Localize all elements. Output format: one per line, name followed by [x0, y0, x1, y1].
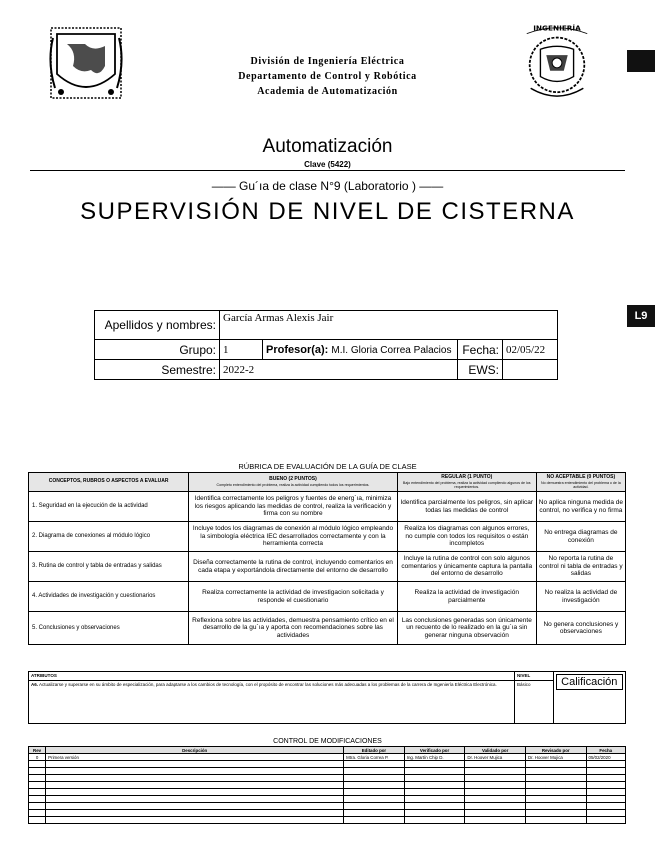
regular-cell[interactable]: Identifica parcialmente los peligros, sin aplicar todas las medidas de control [397, 492, 536, 522]
bad-cell[interactable]: No realiza la actividad de investigación [536, 582, 625, 612]
col-criteria [29, 473, 189, 492]
division-header: División de Ingeniería Eléctrica [250, 56, 405, 67]
ews-label: EWS: [458, 360, 503, 380]
course-code: Clave (5422) [304, 160, 351, 169]
guide-line [30, 170, 625, 171]
side-tab-top [627, 50, 655, 72]
control-title: CONTROL DE MODIFICACIONES [273, 738, 382, 745]
table-row [29, 796, 626, 803]
table-row [29, 810, 626, 817]
regular-cell[interactable]: Incluye la rutina de control con solo algunos comentarios y únicamente captura la pantalla del entorno de desarrollo [397, 552, 536, 582]
table-row [29, 782, 626, 789]
name-field[interactable]: García Armas Alexis Jair [220, 311, 558, 340]
control-col-reviewed: Revisado por [525, 747, 586, 754]
table-row [29, 754, 626, 761]
table-row [29, 803, 626, 810]
bad-cell[interactable]: No aplica ninguna medida de control, no verifica y no firma [536, 492, 625, 522]
col-bad [536, 473, 625, 492]
table-row [29, 552, 626, 582]
student-info-table [94, 310, 558, 380]
criterion-cell: 1. Seguridad en la ejecución de la actividad [29, 492, 189, 522]
col-bad-text: NO ACEPTABLE (0 PUNTOS) [546, 474, 616, 480]
attribute-text-cell [29, 681, 515, 724]
control-col-edited: Editado por [344, 747, 405, 754]
regular-cell[interactable]: Realiza la actividad de investigación parcialmente [397, 582, 536, 612]
criterion-cell: 2. Diagrama de conexiones al módulo lógico [29, 522, 189, 552]
control-table [28, 746, 626, 824]
col-regular-sub: Bajo entendimiento del problema, realiza la actividad cumpliendo algunos de los requerimientos. [402, 480, 531, 489]
control-cell: Ing. Martín Chip D. [404, 754, 465, 761]
col-regular-text: REGULAR (1 PUNTO) [441, 474, 493, 480]
col-criteria-text: CONCEPTOS, RUBROS O ASPECTOS A EVALUAR [48, 478, 169, 485]
department-header: Departamento de Control y Robótica [238, 71, 417, 82]
crest-right-text: INGENIERÍA [533, 23, 581, 33]
attribute-code: A6. [31, 682, 39, 687]
criterion-cell: 4. Actividades de investigación y cuestionarios [29, 582, 189, 612]
date-label: Fecha: [458, 340, 503, 360]
attribute-text: Actualizarse y superarse en su ámbito de especialización, para adaptarse a los cambios de tecnología, con el propósito de encontrar las soluciones más adecuadas a los problemas de la carrera de Ingeniería Eléctrica Electrónica. [39, 682, 497, 687]
col-good [189, 473, 398, 492]
attributes-label: ATRIBUTOS [29, 672, 515, 681]
criterion-cell: 5. Conclusiones y observaciones [29, 612, 189, 645]
date-field[interactable]: 02/05/22 [503, 340, 558, 360]
grade-box[interactable] [553, 672, 625, 724]
col-good-sub: Completo entendimiento del problema, realiza la actividad cumpliendo todos los requerimientos. [216, 482, 370, 487]
control-cell: Primera versión [46, 754, 344, 761]
control-cell: Dr. Hoover Mujica [525, 754, 586, 761]
good-cell[interactable]: Identifica correctamente los peligros y fuentes de energ´ıa, minimiza los riesgos aplicando las medidas de control, realiza la verificación y firma con su nombre [189, 492, 398, 522]
name-label: Apellidos y nombres: [95, 311, 220, 340]
table-row [29, 612, 626, 645]
control-header-row [29, 747, 626, 754]
good-cell[interactable]: Reflexiona sobre las actividades, demuestra pensamiento crítico en el desarrollo de la gu´ıa y aporta con recomendaciones sobre las actividades [189, 612, 398, 645]
control-cell: 0 [29, 754, 46, 761]
attribute-level: Básico [514, 681, 553, 724]
level-label: NIVEL [514, 672, 553, 681]
attributes-table [28, 671, 626, 724]
control-col-rev: Rev [29, 747, 46, 754]
control-cell: Mtra. Gloria Correa P. [344, 754, 405, 761]
table-row [29, 522, 626, 552]
table-row [29, 775, 626, 782]
table-row [29, 492, 626, 522]
practice-title: SUPERVISIÓN DE NIVEL DE CISTERNA [80, 198, 575, 225]
control-cell: 05/02/2020 [586, 754, 625, 761]
grade-label: Calificación [556, 674, 623, 690]
regular-cell[interactable]: Realiza los diagramas con algunos errores, no cumple con todos los requisitos o están incompletos [397, 522, 536, 552]
control-col-validated: Validado por [465, 747, 526, 754]
good-cell[interactable]: Diseña correctamente la rutina de control, incluyendo comentarios en cada etapa y exportándola directamente del entorno de desarrollo [189, 552, 398, 582]
table-row [29, 817, 626, 824]
col-regular [397, 473, 536, 492]
bad-cell[interactable]: No genera conclusiones y observaciones [536, 612, 625, 645]
professor-field[interactable]: M.I. Gloria Correa Palacios [331, 344, 452, 356]
group-label: Grupo: [95, 340, 220, 360]
table-row [29, 761, 626, 768]
academy-header: Academia de Automatización [257, 86, 398, 97]
regular-cell[interactable]: Las conclusiones generadas son únicamente un recuento de lo realizado en la gu´ıa sin generar ninguna observación [397, 612, 536, 645]
col-bad-sub: No demuestra entendimiento del problema o de la actividad. [541, 480, 621, 489]
control-cell: Dr. Hoover Mujica [465, 754, 526, 761]
good-cell[interactable]: Realiza correctamente la actividad de investigacion solicitada y responde el cuestionario [189, 582, 398, 612]
control-col-desc: Descripción [46, 747, 344, 754]
semester-label: Semestre: [95, 360, 220, 380]
good-cell[interactable]: Incluye todos los diagramas de conexión al módulo lógico empleando la simbología eléctrica IEC desarrollados correctamente y con la herramienta correcta [189, 522, 398, 552]
professor-label-text: Profesor(a): [266, 343, 329, 356]
group-field[interactable]: 1 [220, 340, 263, 360]
course-title: Automatización [262, 136, 393, 157]
control-col-date: Fecha [586, 747, 625, 754]
professor-label [263, 340, 458, 360]
control-col-verified: Verificado por [404, 747, 465, 754]
rubric-title: RÚBRICA DE EVALUACIÓN DE LA GUÍA DE CLASE [238, 462, 417, 471]
bad-cell[interactable]: No reporta la rutina de control ni tabla de entradas y salidas [536, 552, 625, 582]
table-row [29, 789, 626, 796]
bad-cell[interactable]: No entrega diagramas de conexión [536, 522, 625, 552]
rubric-header-row [29, 473, 626, 492]
criterion-cell: 3. Rutina de control y tabla de entradas y salidas [29, 552, 189, 582]
side-tab-l9: L9 [627, 305, 655, 327]
guide-subtitle: —— Gu´ıa de clase N°9 (Laboratorio ) —— [211, 179, 444, 193]
col-good-text: BUENO (2 PUNTOS) [269, 476, 317, 483]
rubric-table [28, 472, 626, 645]
table-row [29, 768, 626, 775]
table-row [29, 582, 626, 612]
semester-field[interactable]: 2022-2 [220, 360, 458, 380]
ews-field[interactable] [503, 360, 558, 380]
